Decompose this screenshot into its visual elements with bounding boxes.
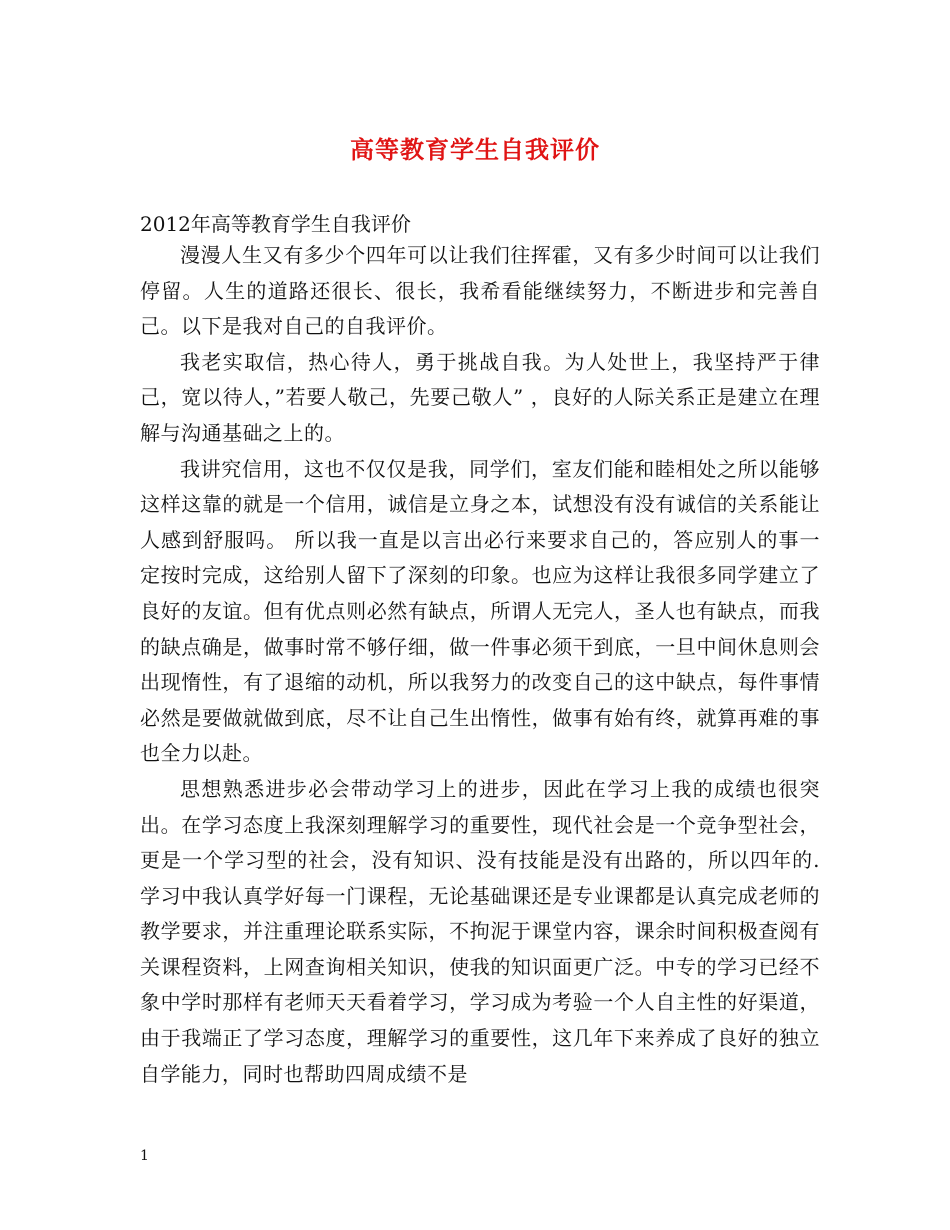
document-body bbox=[140, 238, 820, 1092]
document-subtitle: 2012年高等教育学生自我评价 bbox=[140, 212, 411, 236]
paragraph-1: 漫漫人生又有多少个四年可以让我们往挥霍，又有多少时间可以让我们停留。人生的道路还很长、很长，我希看能继续努力，不断进步和完善自己。以下是我对自己的自我评价。 bbox=[140, 243, 820, 339]
document-title: 高等教育学生自我评价 bbox=[350, 135, 600, 164]
paragraph-2: 我老实取信，热心待人，勇于挑战自我。为人处世上，我坚持严于律己，宽以待人，”若要人敬己，先要己敬人” ，良好的人际关系正是建立在理解与沟通基础之上的。 bbox=[140, 349, 820, 445]
paragraph-4: 思想熟悉进步必会带动学习上的进步，因此在学习上我的成绩也很突出。在学习态度上我深刻理解学习的重要性，现代社会是一个竞争型社会，更是一个学习型的社会，没有知识、没有技能是没有出路的，所以四年的.学习中我认真学好每一门课程，无论基础课还是专业课都是认真完成老师的教学要求，并注重理论联系实际，不拘泥于课堂内容，课余时间积极查阅有关课程资料，上网查询相关知识，使我的知识面更广泛。中专的学习已经不象中学时那样有老师天天看着学习，学习成为考验一个人自主性的好渠道，由于我端正了学习态度，理解学习的重要性，这几年下来养成了良好的独立自学能力，同时也帮助四周成绩不是 bbox=[140, 776, 820, 1086]
page-number: 1 bbox=[140, 1148, 149, 1164]
paragraph-3: 我讲究信用，这也不仅仅是我，同学们，室友们能和睦相处之所以能够这样这靠的就是一个信用，诚信是立身之本，试想没有没有诚信的关系能让人感到舒服吗。 所以我一直是以言出必行来要求自己的，答应别人的事一定按时完成，这给别人留下了深刻的印象。也应为这样让我很多同学建立了良好的友谊。但有优点则必然有缺点，所谓人无完人，圣人也有缺点，而我的缺点确是，做事时常不够仔细，做一件事必须干到底，一旦中间休息则会出现惰性，有了退缩的动机，所以我努力的改变自己的这中缺点，每件事情必然是要做就做到底，尽不让自己生出惰性，做事有始有终，就算再难的事也全力以赴。 bbox=[140, 456, 820, 766]
